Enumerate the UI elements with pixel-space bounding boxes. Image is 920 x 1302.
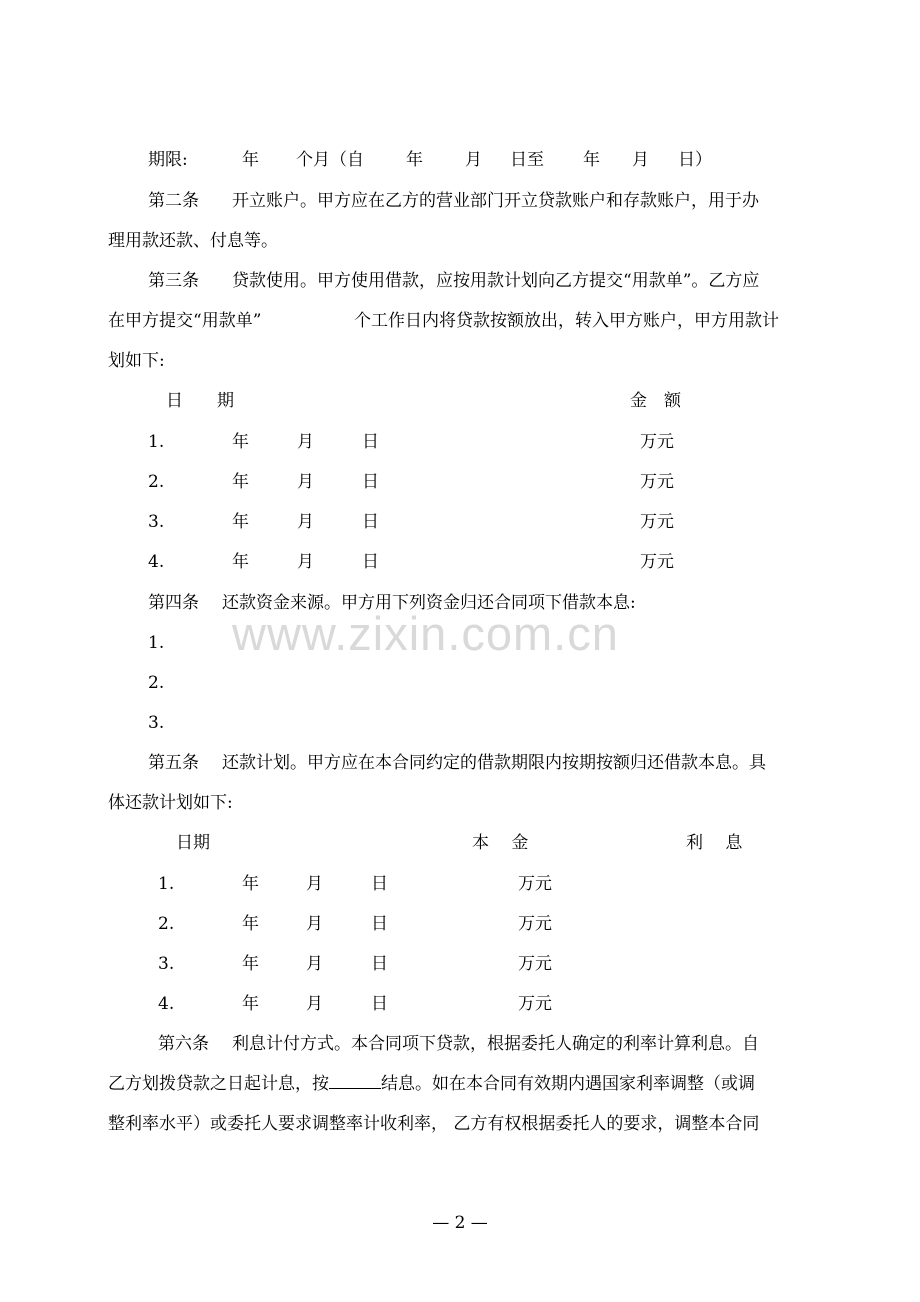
term-end-year: 年 [583, 150, 600, 170]
term-year: 年 [242, 150, 259, 170]
usage-row-year: 年 [232, 552, 249, 572]
article3-line3: 划如下: [108, 351, 165, 371]
repay-row-year: 年 [242, 954, 259, 974]
repay-row-principal: 万元 [518, 954, 552, 974]
term-to: 日至 [510, 150, 544, 170]
article3-line1: 贷款使用。甲方使用借款，应按用款计划向乙方提交“用款单”。乙方应 [232, 271, 760, 291]
usage-row-no: 1. [148, 432, 165, 452]
article4-heading: 第四条 [148, 593, 199, 613]
term-months: 个月（自 [296, 150, 364, 170]
repay-row-no: 1. [158, 874, 175, 894]
usage-row-year: 年 [232, 432, 249, 452]
watermark: www.zixin.com.cn [232, 607, 619, 660]
article4-item: 2. [148, 673, 165, 693]
repay-row-principal: 万元 [518, 994, 552, 1014]
repay-row-year: 年 [242, 914, 259, 934]
term-start-month: 月 [465, 150, 482, 170]
repay-row-year: 年 [242, 994, 259, 1014]
term-end-month: 月 [632, 150, 649, 170]
repay-row-day: 日 [371, 914, 388, 934]
repay-row-no: 3. [158, 954, 175, 974]
repay-row-no: 4. [158, 994, 175, 1014]
usage-row-amount: 万元 [640, 512, 674, 532]
article3-line2b: 个工作日内将贷款按额放出，转入甲方账户，甲方用款计 [354, 311, 779, 331]
usage-row-day: 日 [362, 472, 379, 492]
usage-col-amount: 金 额 [630, 391, 681, 411]
usage-row-amount: 万元 [640, 472, 674, 492]
repay-row-year: 年 [242, 874, 259, 894]
article6-line1: 利息计付方式。本合同项下贷款，根据委托人确定的利率计算利息。自 [232, 1034, 759, 1054]
article2-heading: 第二条 [148, 191, 199, 211]
repay-row-month: 月 [306, 994, 323, 1014]
article6-line3: 整利率水平）或委托人要求调整率计收利率， 乙方有权根据委托人的要求，调整本合同 [108, 1114, 760, 1134]
article3-heading: 第三条 [148, 271, 199, 291]
article5-line2: 体还款计划如下: [108, 793, 233, 813]
article2-line2: 理用款还款、付息等。 [108, 231, 278, 251]
article6-heading: 第六条 [158, 1034, 209, 1054]
usage-row-amount: 万元 [640, 432, 674, 452]
usage-row-no: 4. [148, 552, 165, 572]
article5-line1: 还款计划。甲方应在本合同约定的借款期限内按期按额归还借款本息。具 [222, 753, 766, 773]
article5-heading: 第五条 [148, 753, 199, 773]
article2-line1: 开立账户。甲方应在乙方的营业部门开立贷款账户和存款账户，用于办 [232, 191, 759, 211]
usage-row-no: 2. [148, 472, 165, 492]
usage-row-amount: 万元 [640, 552, 674, 572]
settlement-blank [329, 1072, 381, 1089]
article3-line2a: 在甲方提交“用款单” [108, 311, 262, 331]
term-end-day: 日） [678, 150, 712, 170]
repay-row-day: 日 [371, 874, 388, 894]
usage-row-month: 月 [297, 512, 314, 532]
article6-line2 [108, 1072, 755, 1096]
term-start-year: 年 [406, 150, 423, 170]
repay-row-principal: 万元 [518, 874, 552, 894]
page-number: — 2 — [432, 1213, 488, 1233]
article6-line2b: 结息。如在本合同有效期内遇国家利率调整（或调 [381, 1074, 755, 1094]
repay-col-interest: 利 息 [686, 833, 743, 853]
term-label: 期限: [148, 150, 188, 170]
repay-row-principal: 万元 [518, 914, 552, 934]
repay-row-month: 月 [306, 914, 323, 934]
repay-row-month: 月 [306, 954, 323, 974]
article4-item: 1. [148, 633, 165, 653]
usage-row-day: 日 [362, 552, 379, 572]
usage-row-day: 日 [362, 432, 379, 452]
usage-col-date: 日 期 [166, 391, 234, 411]
usage-row-year: 年 [232, 472, 249, 492]
usage-row-month: 月 [297, 552, 314, 572]
article4-item: 3. [148, 713, 165, 733]
usage-row-year: 年 [232, 512, 249, 532]
repay-row-day: 日 [371, 994, 388, 1014]
article6-line2a: 乙方划拨贷款之日起计息，按 [108, 1074, 329, 1094]
repay-row-day: 日 [371, 954, 388, 974]
repay-col-date: 日期 [176, 833, 210, 853]
article4-line1: 还款资金来源。甲方用下列资金归还合同项下借款本息: [222, 593, 636, 613]
usage-row-no: 3. [148, 512, 165, 532]
usage-row-day: 日 [362, 512, 379, 532]
usage-row-month: 月 [297, 472, 314, 492]
repay-row-no: 2. [158, 914, 175, 934]
repay-col-principal: 本 金 [472, 833, 529, 853]
usage-row-month: 月 [297, 432, 314, 452]
repay-row-month: 月 [306, 874, 323, 894]
